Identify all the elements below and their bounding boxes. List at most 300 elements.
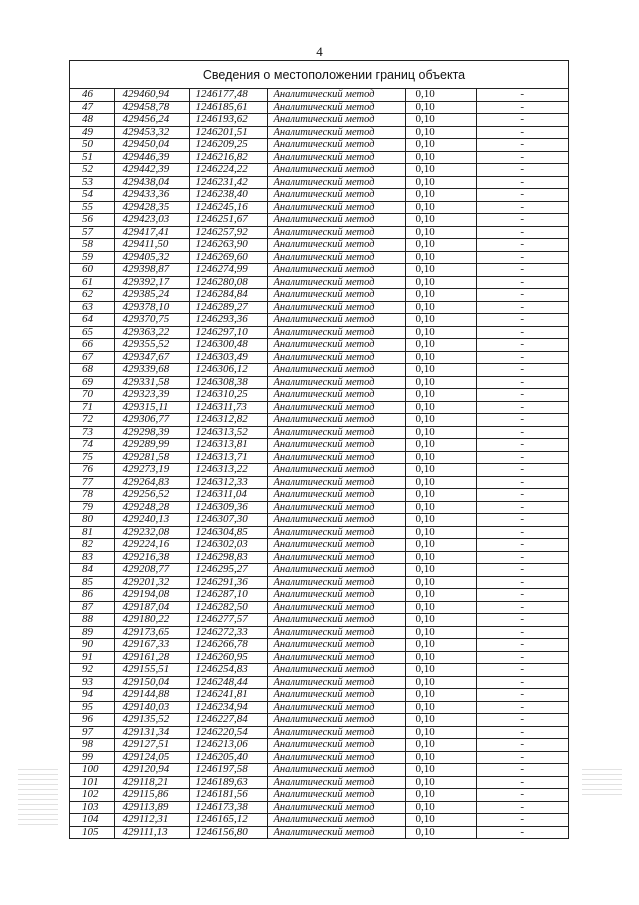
precision-cell: 0,10 (405, 451, 476, 464)
precision-cell: 0,10 (405, 814, 476, 827)
method-cell: Аналитический метод (267, 401, 405, 414)
scan-artifact-left (18, 765, 58, 825)
table-row (70, 251, 568, 264)
point-number-cell: 83 (70, 551, 114, 564)
description-cell: - (476, 151, 568, 164)
coord-x-cell: 429438,04 (114, 176, 189, 189)
table-row (70, 89, 568, 101)
method-cell: Аналитический метод (267, 664, 405, 677)
coord-x-cell: 429392,17 (114, 276, 189, 289)
method-cell: Аналитический метод (267, 689, 405, 702)
description-cell: - (476, 89, 568, 101)
description-cell: - (476, 176, 568, 189)
coord-x-cell: 429398,87 (114, 264, 189, 277)
method-cell: Аналитический метод (267, 776, 405, 789)
method-cell: Аналитический метод (267, 739, 405, 752)
coord-x-cell: 429201,32 (114, 576, 189, 589)
table-row (70, 101, 568, 114)
point-number-cell: 82 (70, 539, 114, 552)
description-cell: - (476, 764, 568, 777)
table-row (70, 589, 568, 602)
coord-y-cell: 1246310,25 (189, 389, 267, 402)
precision-cell: 0,10 (405, 826, 476, 838)
description-cell: - (476, 226, 568, 239)
table-row (70, 364, 568, 377)
coord-x-cell: 429273,19 (114, 464, 189, 477)
description-cell: - (476, 339, 568, 352)
precision-cell: 0,10 (405, 151, 476, 164)
method-cell: Аналитический метод (267, 764, 405, 777)
point-number-cell: 98 (70, 739, 114, 752)
method-cell: Аналитический метод (267, 751, 405, 764)
precision-cell: 0,10 (405, 551, 476, 564)
precision-cell: 0,10 (405, 264, 476, 277)
table-row (70, 826, 568, 838)
coord-x-cell: 429442,39 (114, 164, 189, 177)
coord-x-cell: 429417,41 (114, 226, 189, 239)
point-number-cell: 68 (70, 364, 114, 377)
precision-cell: 0,10 (405, 664, 476, 677)
method-cell: Аналитический метод (267, 201, 405, 214)
method-cell: Аналитический метод (267, 651, 405, 664)
precision-cell: 0,10 (405, 776, 476, 789)
description-cell: - (476, 276, 568, 289)
precision-cell: 0,10 (405, 201, 476, 214)
coord-y-cell: 1246224,22 (189, 164, 267, 177)
precision-cell: 0,10 (405, 676, 476, 689)
method-cell: Аналитический метод (267, 501, 405, 514)
method-cell: Аналитический метод (267, 276, 405, 289)
description-cell: - (476, 101, 568, 114)
coord-y-cell: 1246165,12 (189, 814, 267, 827)
coord-y-cell: 1246245,16 (189, 201, 267, 214)
coord-y-cell: 1246257,92 (189, 226, 267, 239)
coord-x-cell: 429144,88 (114, 689, 189, 702)
description-cell: - (476, 451, 568, 464)
method-cell: Аналитический метод (267, 451, 405, 464)
point-number-cell: 92 (70, 664, 114, 677)
table-row (70, 776, 568, 789)
precision-cell: 0,10 (405, 426, 476, 439)
precision-cell: 0,10 (405, 651, 476, 664)
description-cell: - (476, 501, 568, 514)
coord-x-cell: 429370,75 (114, 314, 189, 327)
point-number-cell: 89 (70, 626, 114, 639)
method-cell: Аналитический метод (267, 701, 405, 714)
point-number-cell: 93 (70, 676, 114, 689)
coord-x-cell: 429355,52 (114, 339, 189, 352)
method-cell: Аналитический метод (267, 164, 405, 177)
coord-y-cell: 1246312,82 (189, 414, 267, 427)
description-cell: - (476, 826, 568, 838)
table-row (70, 189, 568, 202)
table-row (70, 426, 568, 439)
description-cell: - (476, 814, 568, 827)
coord-x-cell: 429248,28 (114, 501, 189, 514)
method-cell: Аналитический метод (267, 814, 405, 827)
description-cell: - (476, 114, 568, 127)
point-number-cell: 53 (70, 176, 114, 189)
precision-cell: 0,10 (405, 189, 476, 202)
method-cell: Аналитический метод (267, 639, 405, 652)
coord-x-cell: 429118,21 (114, 776, 189, 789)
coord-x-cell: 429127,51 (114, 739, 189, 752)
precision-cell: 0,10 (405, 764, 476, 777)
description-cell: - (476, 676, 568, 689)
point-number-cell: 71 (70, 401, 114, 414)
table-row (70, 139, 568, 152)
coord-y-cell: 1246282,50 (189, 601, 267, 614)
description-cell: - (476, 464, 568, 477)
point-number-cell: 86 (70, 589, 114, 602)
table-row (70, 514, 568, 527)
point-number-cell: 95 (70, 701, 114, 714)
coord-y-cell: 1246241,81 (189, 689, 267, 702)
table-row (70, 639, 568, 652)
method-cell: Аналитический метод (267, 114, 405, 127)
precision-cell: 0,10 (405, 464, 476, 477)
description-cell: - (476, 189, 568, 202)
coord-x-cell: 429423,03 (114, 214, 189, 227)
coord-x-cell: 429378,10 (114, 301, 189, 314)
table-row (70, 126, 568, 139)
method-cell: Аналитический метод (267, 614, 405, 627)
method-cell: Аналитический метод (267, 476, 405, 489)
coord-y-cell: 1246260,95 (189, 651, 267, 664)
method-cell: Аналитический метод (267, 264, 405, 277)
coord-x-cell: 429161,28 (114, 651, 189, 664)
coord-x-cell: 429453,32 (114, 126, 189, 139)
description-cell: - (476, 601, 568, 614)
table-row (70, 226, 568, 239)
point-number-cell: 72 (70, 414, 114, 427)
method-cell: Аналитический метод (267, 326, 405, 339)
table-row (70, 464, 568, 477)
precision-cell: 0,10 (405, 714, 476, 727)
coord-y-cell: 1246309,36 (189, 501, 267, 514)
table-row (70, 539, 568, 552)
table-row (70, 526, 568, 539)
coord-y-cell: 1246156,80 (189, 826, 267, 838)
point-number-cell: 48 (70, 114, 114, 127)
description-cell: - (476, 214, 568, 227)
precision-cell: 0,10 (405, 289, 476, 302)
table-row (70, 751, 568, 764)
table-row (70, 551, 568, 564)
coord-y-cell: 1246193,62 (189, 114, 267, 127)
coord-y-cell: 1246185,61 (189, 101, 267, 114)
table-row (70, 176, 568, 189)
point-number-cell: 104 (70, 814, 114, 827)
coord-y-cell: 1246300,48 (189, 339, 267, 352)
coord-y-cell: 1246313,81 (189, 439, 267, 452)
table-row (70, 114, 568, 127)
description-cell: - (476, 476, 568, 489)
precision-cell: 0,10 (405, 526, 476, 539)
method-cell: Аналитический метод (267, 239, 405, 252)
table-row (70, 576, 568, 589)
table-row (70, 314, 568, 327)
point-number-cell: 103 (70, 801, 114, 814)
coord-y-cell: 1246238,40 (189, 189, 267, 202)
method-cell: Аналитический метод (267, 289, 405, 302)
coord-y-cell: 1246313,52 (189, 426, 267, 439)
coord-y-cell: 1246280,08 (189, 276, 267, 289)
method-cell: Аналитический метод (267, 576, 405, 589)
coord-x-cell: 429150,04 (114, 676, 189, 689)
coord-x-cell: 429232,08 (114, 526, 189, 539)
method-cell: Аналитический метод (267, 376, 405, 389)
point-number-cell: 54 (70, 189, 114, 202)
table-title: Сведения о местоположении границ объекта (70, 61, 568, 89)
point-number-cell: 60 (70, 264, 114, 277)
point-number-cell: 90 (70, 639, 114, 652)
coord-y-cell: 1246251,67 (189, 214, 267, 227)
coord-x-cell: 429155,51 (114, 664, 189, 677)
description-cell: - (476, 751, 568, 764)
precision-cell: 0,10 (405, 176, 476, 189)
point-number-cell: 84 (70, 564, 114, 577)
coordinates-table (70, 89, 568, 838)
table-row (70, 801, 568, 814)
coord-y-cell: 1246266,78 (189, 639, 267, 652)
point-number-cell: 96 (70, 714, 114, 727)
description-cell: - (476, 789, 568, 802)
point-number-cell: 46 (70, 89, 114, 101)
point-number-cell: 102 (70, 789, 114, 802)
description-cell: - (476, 776, 568, 789)
method-cell: Аналитический метод (267, 626, 405, 639)
precision-cell: 0,10 (405, 251, 476, 264)
precision-cell: 0,10 (405, 514, 476, 527)
coord-y-cell: 1246197,58 (189, 764, 267, 777)
table-row (70, 301, 568, 314)
method-cell: Аналитический метод (267, 414, 405, 427)
precision-cell: 0,10 (405, 326, 476, 339)
page-number: 4 (316, 44, 323, 59)
precision-cell: 0,10 (405, 476, 476, 489)
coord-y-cell: 1246254,83 (189, 664, 267, 677)
coord-y-cell: 1246220,54 (189, 726, 267, 739)
coord-x-cell: 429167,33 (114, 639, 189, 652)
point-number-cell: 70 (70, 389, 114, 402)
point-number-cell: 66 (70, 339, 114, 352)
table-row (70, 489, 568, 502)
coord-x-cell: 429450,04 (114, 139, 189, 152)
description-cell: - (476, 564, 568, 577)
method-cell: Аналитический метод (267, 789, 405, 802)
table-row (70, 439, 568, 452)
point-number-cell: 55 (70, 201, 114, 214)
description-cell: - (476, 689, 568, 702)
method-cell: Аналитический метод (267, 176, 405, 189)
description-cell: - (476, 739, 568, 752)
precision-cell: 0,10 (405, 164, 476, 177)
coord-y-cell: 1246312,33 (189, 476, 267, 489)
precision-cell: 0,10 (405, 801, 476, 814)
coord-x-cell: 429456,24 (114, 114, 189, 127)
method-cell: Аналитический метод (267, 426, 405, 439)
description-cell: - (476, 651, 568, 664)
table-row (70, 564, 568, 577)
method-cell: Аналитический метод (267, 826, 405, 838)
coord-x-cell: 429111,13 (114, 826, 189, 838)
description-cell: - (476, 314, 568, 327)
method-cell: Аналитический метод (267, 314, 405, 327)
coord-x-cell: 429363,22 (114, 326, 189, 339)
description-cell: - (476, 364, 568, 377)
description-cell: - (476, 401, 568, 414)
precision-cell: 0,10 (405, 576, 476, 589)
method-cell: Аналитический метод (267, 389, 405, 402)
precision-cell: 0,10 (405, 351, 476, 364)
coord-y-cell: 1246274,99 (189, 264, 267, 277)
method-cell: Аналитический метод (267, 489, 405, 502)
description-cell: - (476, 514, 568, 527)
method-cell: Аналитический метод (267, 714, 405, 727)
coord-x-cell: 429180,22 (114, 614, 189, 627)
coord-y-cell: 1246277,57 (189, 614, 267, 627)
coord-y-cell: 1246209,25 (189, 139, 267, 152)
coord-y-cell: 1246307,30 (189, 514, 267, 527)
description-cell: - (476, 439, 568, 452)
coord-y-cell: 1246231,42 (189, 176, 267, 189)
method-cell: Аналитический метод (267, 89, 405, 101)
coord-x-cell: 429446,39 (114, 151, 189, 164)
precision-cell: 0,10 (405, 276, 476, 289)
table-row (70, 714, 568, 727)
point-number-cell: 73 (70, 426, 114, 439)
coord-y-cell: 1246287,10 (189, 589, 267, 602)
coord-y-cell: 1246311,73 (189, 401, 267, 414)
coord-x-cell: 429194,08 (114, 589, 189, 602)
point-number-cell: 47 (70, 101, 114, 114)
precision-cell: 0,10 (405, 726, 476, 739)
description-cell: - (476, 126, 568, 139)
coord-x-cell: 429331,58 (114, 376, 189, 389)
precision-cell: 0,10 (405, 239, 476, 252)
method-cell: Аналитический метод (267, 339, 405, 352)
coord-y-cell: 1246234,94 (189, 701, 267, 714)
coord-y-cell: 1246248,44 (189, 676, 267, 689)
table-row (70, 239, 568, 252)
point-number-cell: 52 (70, 164, 114, 177)
precision-cell: 0,10 (405, 226, 476, 239)
description-cell: - (476, 264, 568, 277)
precision-cell: 0,10 (405, 339, 476, 352)
table-row (70, 389, 568, 402)
coord-x-cell: 429347,67 (114, 351, 189, 364)
precision-cell: 0,10 (405, 489, 476, 502)
precision-cell: 0,10 (405, 539, 476, 552)
precision-cell: 0,10 (405, 414, 476, 427)
point-number-cell: 69 (70, 376, 114, 389)
coord-y-cell: 1246297,10 (189, 326, 267, 339)
point-number-cell: 80 (70, 514, 114, 527)
description-cell: - (476, 664, 568, 677)
point-number-cell: 58 (70, 239, 114, 252)
coord-x-cell: 429224,16 (114, 539, 189, 552)
coord-y-cell: 1246293,36 (189, 314, 267, 327)
coord-x-cell: 429298,39 (114, 426, 189, 439)
description-cell: - (476, 801, 568, 814)
method-cell: Аналитический метод (267, 514, 405, 527)
description-cell: - (476, 289, 568, 302)
description-cell: - (476, 426, 568, 439)
coord-y-cell: 1246216,82 (189, 151, 267, 164)
point-number-cell: 59 (70, 251, 114, 264)
coord-y-cell: 1246181,56 (189, 789, 267, 802)
coord-y-cell: 1246306,12 (189, 364, 267, 377)
point-number-cell: 67 (70, 351, 114, 364)
precision-cell: 0,10 (405, 301, 476, 314)
point-number-cell: 76 (70, 464, 114, 477)
coord-y-cell: 1246269,60 (189, 251, 267, 264)
precision-cell: 0,10 (405, 614, 476, 627)
table-row (70, 689, 568, 702)
coord-x-cell: 429216,38 (114, 551, 189, 564)
table-row (70, 164, 568, 177)
coord-y-cell: 1246302,03 (189, 539, 267, 552)
coord-x-cell: 429411,50 (114, 239, 189, 252)
method-cell: Аналитический метод (267, 251, 405, 264)
table-row (70, 351, 568, 364)
coord-x-cell: 429140,03 (114, 701, 189, 714)
table-row (70, 476, 568, 489)
coord-y-cell: 1246295,27 (189, 564, 267, 577)
description-cell: - (476, 139, 568, 152)
table-row (70, 326, 568, 339)
description-cell: - (476, 639, 568, 652)
method-cell: Аналитический метод (267, 226, 405, 239)
coord-x-cell: 429460,94 (114, 89, 189, 101)
precision-cell: 0,10 (405, 401, 476, 414)
coord-x-cell: 429306,77 (114, 414, 189, 427)
coord-y-cell: 1246291,36 (189, 576, 267, 589)
description-cell: - (476, 614, 568, 627)
coord-y-cell: 1246272,33 (189, 626, 267, 639)
boundary-table-frame (69, 60, 569, 839)
method-cell: Аналитический метод (267, 351, 405, 364)
coord-x-cell: 429289,99 (114, 439, 189, 452)
precision-cell: 0,10 (405, 214, 476, 227)
point-number-cell: 64 (70, 314, 114, 327)
precision-cell: 0,10 (405, 114, 476, 127)
precision-cell: 0,10 (405, 89, 476, 101)
coord-x-cell: 429428,35 (114, 201, 189, 214)
table-row (70, 401, 568, 414)
coord-y-cell: 1246311,04 (189, 489, 267, 502)
point-number-cell: 101 (70, 776, 114, 789)
coord-y-cell: 1246205,40 (189, 751, 267, 764)
point-number-cell: 97 (70, 726, 114, 739)
table-row (70, 264, 568, 277)
scan-artifact-right (582, 765, 622, 795)
coord-y-cell: 1246177,48 (189, 89, 267, 101)
coord-x-cell: 429405,32 (114, 251, 189, 264)
point-number-cell: 79 (70, 501, 114, 514)
description-cell: - (476, 626, 568, 639)
coord-y-cell: 1246313,71 (189, 451, 267, 464)
table-row (70, 339, 568, 352)
point-number-cell: 75 (70, 451, 114, 464)
table-row (70, 289, 568, 302)
description-cell: - (476, 414, 568, 427)
table-row (70, 601, 568, 614)
table-row (70, 764, 568, 777)
coord-x-cell: 429281,58 (114, 451, 189, 464)
coord-x-cell: 429339,68 (114, 364, 189, 377)
